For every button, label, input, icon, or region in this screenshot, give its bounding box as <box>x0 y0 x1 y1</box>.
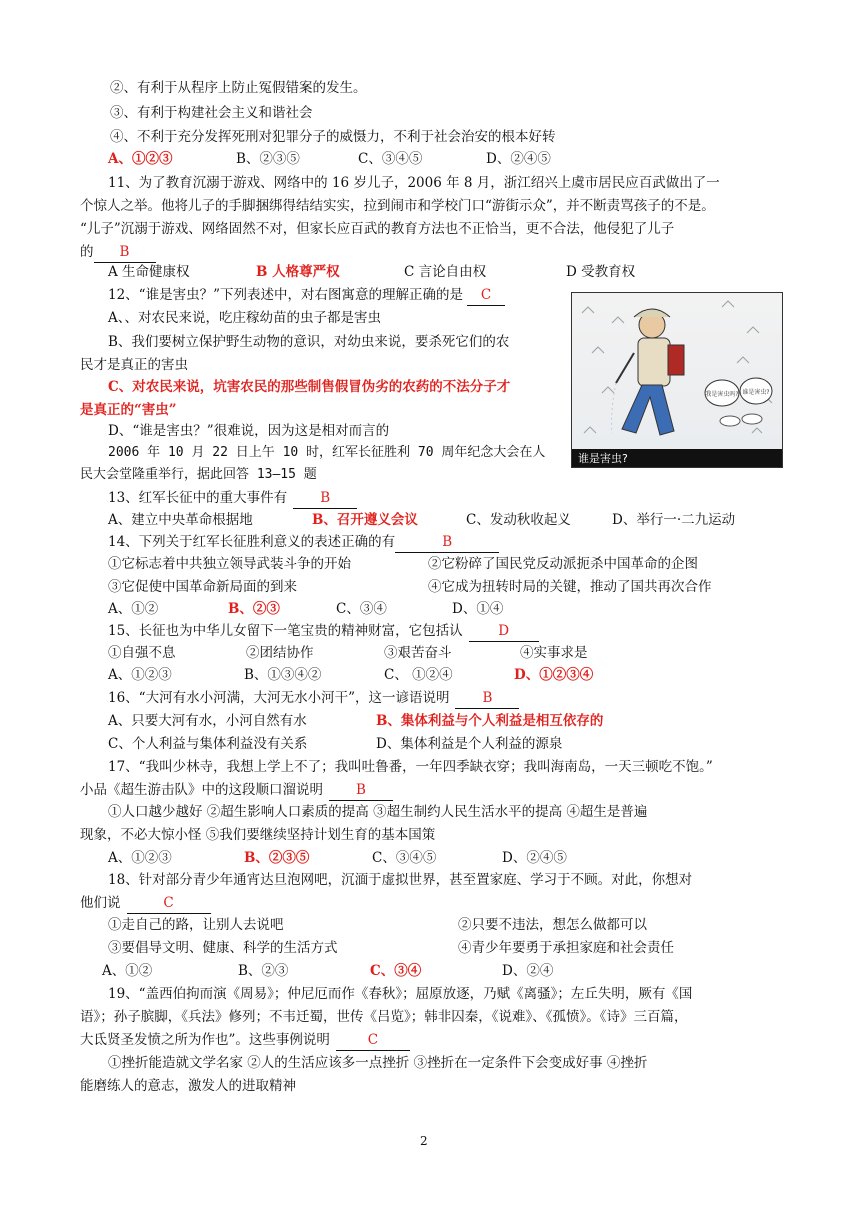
q17-items-line-1: ①人口越少越好 ②超生影响人口素质的提高 ③超生制约人民生活水平的提高 ④超生是普遍 <box>108 804 648 820</box>
q12-option-b-line-2: 民才是真正的害虫 <box>80 357 188 373</box>
q14-stem <box>108 532 499 553</box>
q17-option-b: B、②③⑤ <box>244 850 310 866</box>
q17-option-a: A、①②③ <box>108 850 172 866</box>
q11-line-2: 个惊人之举。他将儿子的手脚捆绑得结结实实，拉到闹市和学校门口“游街示众”，并不断责骂孩子的不是。 <box>80 198 715 214</box>
q13-stem-text: 13、红军长征中的重大事件有 <box>108 490 288 506</box>
q16-option-a: A、只要大河有水，小河自然有水 <box>108 713 307 729</box>
q13-option-d: D、举行一·二九运动 <box>612 512 736 528</box>
q11-option-b: B 人格尊严权 <box>256 264 340 280</box>
q12-stem <box>108 285 505 306</box>
q12-answer-blank: C <box>467 285 505 306</box>
pest-cartoon-image <box>571 292 783 468</box>
q19-line-3 <box>80 1030 410 1051</box>
q14-option-c: C、③④ <box>336 601 387 617</box>
q14-item-1: ①它标志着中共独立领导武装斗争的开始 <box>108 556 351 572</box>
q15-item-1: ①自强不息 <box>108 645 176 661</box>
q12-option-d: D、“谁是害虫？”很难说，因为这是相对而言的 <box>108 423 390 439</box>
q19-line-1: 19、“盖西伯拘而演《周易》；仲尼厄而作《春秋》；屈原放逐，乃赋《离骚》；左丘失明，厥有《国 <box>108 986 693 1002</box>
q19-items-line-1: ①挫折能造就文学名家 ②人的生活应该多一点挫折 ③挫折在一定条件下会变成好事 ④挫折 <box>108 1055 648 1071</box>
q17-option-c: C、③④⑤ <box>372 850 437 866</box>
q16-answer-blank: B <box>455 688 519 709</box>
q11-answer-blank: B <box>94 242 156 263</box>
q14-item-3: ③它促使中国革命新局面的到来 <box>108 579 297 595</box>
q18-option-c: C、③④ <box>370 963 422 979</box>
q11-line-4 <box>80 242 156 263</box>
q18-item-1: ①走自己的路，让别人去说吧 <box>108 917 284 933</box>
q17-option-d: D、②④⑤ <box>502 850 567 866</box>
q14-item-4: ④它成为扭转时局的关键，推动了国共再次合作 <box>428 579 712 595</box>
q11-option-c: C 言论自由权 <box>404 264 487 280</box>
q10-option-a: A、①②③ <box>108 151 173 167</box>
q13-option-b: B、召开遵义会议 <box>312 512 418 528</box>
q18-option-a: A、①② <box>102 963 153 979</box>
q16-option-c: C、个人利益与集体利益没有关系 <box>108 736 308 752</box>
q14-option-b: B、②③ <box>228 601 280 617</box>
q10-item-2: ②、有利于从程序上防止冤假错案的发生。 <box>110 80 367 96</box>
q15-item-4: ④实事求是 <box>520 645 588 661</box>
q18-line-1: 18、针对部分青少年通宵达旦泡网吧，沉湎于虚拟世界，甚至置家庭、学习于不顾。对此，你想对 <box>108 872 693 888</box>
q14-option-a: A、①② <box>108 601 159 617</box>
q18-option-b: B、②③ <box>238 963 289 979</box>
cartoon-caption-bar <box>572 449 782 467</box>
q12-stem-text: 12、“谁是害虫？”下列表述中，对右图寓意的理解正确的是 <box>108 287 463 303</box>
q15-answer-blank: D <box>469 621 539 642</box>
q11-line-1: 11、为了教育沉溺于游戏、网络中的 16 岁儿子，2006 年 8 月，浙江绍兴上虞市居民应百武做出了一 <box>108 175 720 191</box>
q13-answer-blank: B <box>293 488 357 509</box>
q18-answer-blank: C <box>127 893 211 914</box>
page-number: 2 <box>420 1134 428 1148</box>
q18-item-3: ③要倡导文明、健康、科学的生活方式 <box>108 940 338 956</box>
q11-stem-end: 的 <box>80 244 94 260</box>
q12-option-c-line-2: 是真正的“害虫” <box>80 402 177 418</box>
q17-stem-text: 小品《超生游击队》中的这段顺口溜说明 <box>80 782 323 798</box>
q17-items-line-2: 现象，不必大惊小怪 ⑤我们要继续坚持计划生育的基本国策 <box>80 827 436 843</box>
q16-option-d: D、集体利益是个人利益的源泉 <box>376 736 563 752</box>
q10-item-3: ③、有利于构建社会主义和谐社会 <box>110 105 313 121</box>
q15-stem <box>108 621 539 642</box>
q17-line-2 <box>80 780 393 801</box>
q19-answer-blank: C <box>336 1030 410 1051</box>
q19-line-2: 语》；孙子膑脚，《兵法》修列；不韦迁蜀，世传《吕览》；韩非囚秦，《说难》、《孤愤》。《诗》三百篇， <box>80 1009 688 1025</box>
q15-option-a: A、①②③ <box>108 667 172 683</box>
intro-line-2: 民大会堂隆重举行，据此回答 13—15 题 <box>80 467 317 482</box>
intro-line-1: 2006 年 10 月 22 日上午 10 时，红军长征胜利 70 周年纪念大会在人 <box>108 445 546 460</box>
q15-option-d: D、①②③④ <box>514 667 594 683</box>
q11-option-a: A 生命健康权 <box>108 264 190 280</box>
q14-answer-blank: B <box>395 532 499 553</box>
q13-option-c: C、发动秋收起义 <box>466 512 571 528</box>
q18-option-d: D、②④ <box>502 963 554 979</box>
q17-line-1: 17、“我叫少林寺，我想上学上不了；我叫吐鲁番，一年四季缺衣穿；我叫海南岛，一天三顿吃不饱。” <box>108 759 713 775</box>
q19-stem-text: 大氐贤圣发愤之所为作也”。这些事例说明 <box>80 1032 330 1048</box>
q10-option-c: C、③④⑤ <box>358 151 423 167</box>
q16-option-b: B、集体利益与个人利益是相互依存的 <box>376 713 604 729</box>
q18-item-2: ②只要不违法，想怎么做都可以 <box>458 917 647 933</box>
q15-option-b: B、①③④② <box>244 667 322 683</box>
q12-option-b-line-1: B、我们要树立保护野生动物的意识，对幼虫来说，要杀死它们的农 <box>108 334 510 350</box>
q10-option-d: D、②④⑤ <box>486 151 551 167</box>
cartoon-bubble-2: 谁是害虫? <box>742 389 770 396</box>
cartoon-caption: 谁是害虫? <box>578 452 628 465</box>
q18-stem-text: 他们说 <box>80 895 121 911</box>
q19-items-line-2: 能磨练人的意志，激发人的进取精神 <box>80 1078 296 1094</box>
q11-option-d: D 受教育权 <box>566 264 636 280</box>
q18-item-4: ④青少年要勇于承担家庭和社会责任 <box>458 940 674 956</box>
q12-option-a: A、、对农民来说，吃庄稼幼苗的虫子都是害虫 <box>108 310 381 326</box>
q15-option-c: C、 ①②④ <box>384 667 453 683</box>
q13-option-a: A、建立中央革命根据地 <box>108 512 253 528</box>
q18-line-2 <box>80 893 211 914</box>
q16-stem <box>108 688 519 709</box>
q14-item-2: ②它粉碎了国民党反动派扼杀中国革命的企图 <box>428 556 698 572</box>
q10-option-b: B、②③⑤ <box>236 151 300 167</box>
q15-item-2: ②团结协作 <box>246 645 314 661</box>
q17-answer-blank: B <box>329 780 393 801</box>
q11-line-3: “儿子”沉溺于游戏、网络固然不对，但家长应百武的教育方法也不正恰当，更不合法，他侵犯了儿子 <box>80 221 675 237</box>
q16-stem-text: 16、“大河有水小河满，大河无水小河干”，这一谚语说明 <box>108 690 450 706</box>
cartoon-bubble-1: 我是害虫吗? <box>705 391 739 398</box>
q13-stem <box>108 488 357 509</box>
q15-stem-text: 15、长征也为中华儿女留下一笔宝贵的精神财富，它包括认 <box>108 623 463 639</box>
q10-item-4: ④、不利于充分发挥死刑对犯罪分子的威慑力，不利于社会治安的根本好转 <box>110 129 556 145</box>
q12-option-c-line-1: C、对农民来说，坑害农民的那些制售假冒伪劣的农药的不法分子才 <box>108 379 511 395</box>
q15-item-3: ③艰苦奋斗 <box>384 645 452 661</box>
q14-stem-text: 14、下列关于红军长征胜利意义的表述正确的有 <box>108 534 396 550</box>
q14-option-d: D、①④ <box>452 601 504 617</box>
farmer-spraying-illustration <box>572 293 782 467</box>
